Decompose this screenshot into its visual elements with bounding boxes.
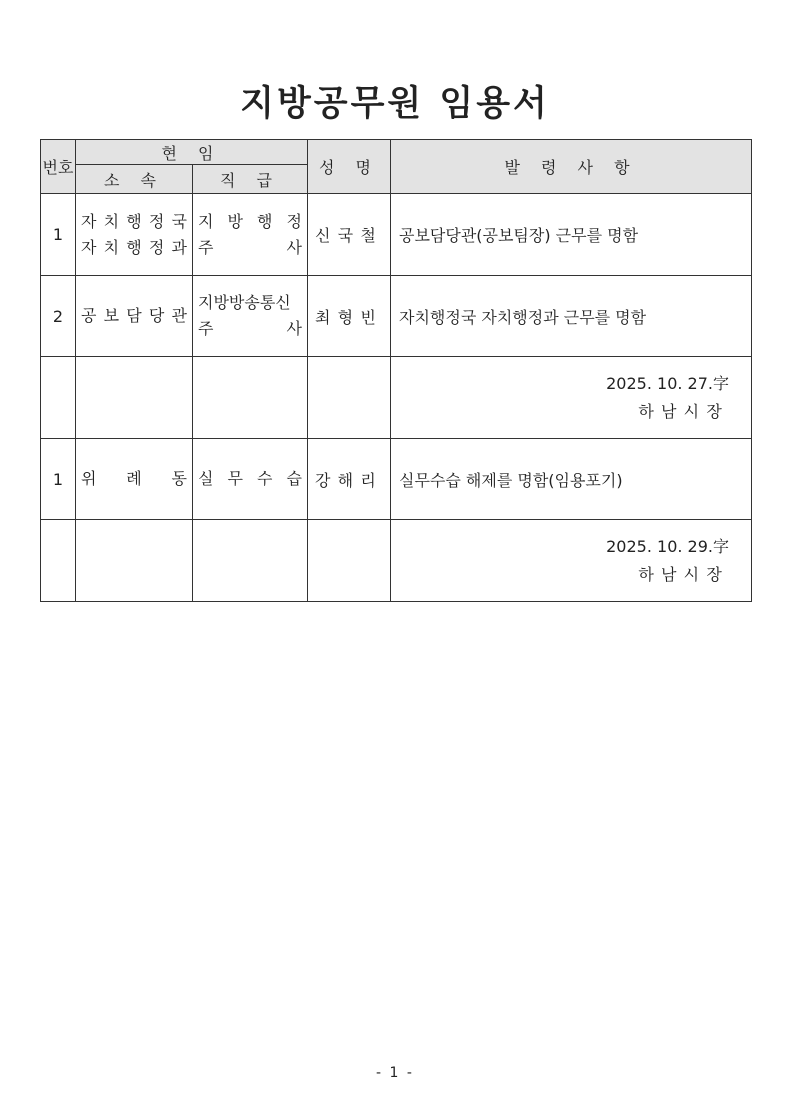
- name-cell: 신국철: [308, 194, 391, 276]
- name-cell: 강해리: [308, 439, 391, 520]
- issuer-signature: 하남시장: [638, 401, 729, 421]
- appointment-table: [40, 139, 752, 602]
- header-position: 직 급: [193, 165, 308, 194]
- table-row: [41, 520, 752, 602]
- position-line: 주 사: [198, 319, 302, 338]
- position-line: 주 사: [198, 237, 302, 257]
- affiliation-line: 위 례 동: [81, 469, 187, 488]
- row-number: 1: [41, 439, 76, 520]
- row-number: 1: [41, 194, 76, 276]
- header-name: 성 명: [308, 140, 391, 194]
- position-line: 실 무 수 습: [198, 469, 302, 488]
- table-row: [41, 276, 752, 357]
- position-cell: [193, 276, 308, 357]
- name-cell: 최형빈: [308, 276, 391, 357]
- position-line: 지 방 행 정: [198, 211, 302, 231]
- document-title: 지방공무원 임용서: [240, 84, 550, 124]
- position-cell: [193, 439, 308, 520]
- order-cell: 자치행정국 자치행정과 근무를 명함: [391, 276, 752, 357]
- position-cell: [193, 194, 308, 276]
- date-signature-cell: [391, 357, 752, 439]
- header-current: 현 임: [76, 140, 308, 165]
- table-row: [41, 357, 752, 439]
- row-number: 2: [41, 276, 76, 357]
- affiliation-line: 자 치 행 정 과: [81, 237, 187, 257]
- header-order: 발 령 사 항: [391, 140, 752, 194]
- issue-date: 2025. 10. 29.字: [606, 536, 729, 556]
- affiliation-line: 자 치 행 정 국: [81, 211, 187, 231]
- header-affiliation: 소 속: [76, 165, 193, 194]
- affiliation-cell: [76, 439, 193, 520]
- affiliation-cell: [76, 194, 193, 276]
- table-row: [41, 194, 752, 276]
- affiliation-line: 공 보 담 당 관: [81, 306, 187, 325]
- affiliation-cell: [76, 276, 193, 357]
- order-cell: 실무수습 해제를 명함(임용포기): [391, 439, 752, 520]
- table-row: [41, 439, 752, 520]
- date-signature-cell: [391, 520, 752, 602]
- issue-date: 2025. 10. 27.字: [606, 373, 729, 393]
- position-line: 지방방송통신: [198, 293, 291, 312]
- page-number: - 1 -: [376, 1065, 414, 1081]
- header-number: 번호: [41, 140, 76, 194]
- issuer-signature: 하남시장: [638, 564, 729, 584]
- order-cell: 공보담당관(공보팀장) 근무를 명함: [391, 194, 752, 276]
